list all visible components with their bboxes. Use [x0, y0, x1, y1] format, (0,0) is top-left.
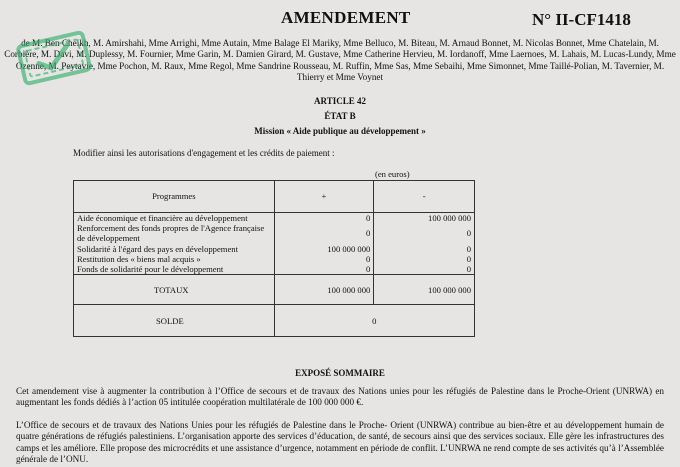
minus-column — [374, 213, 475, 275]
mission-label: Mission « Aide publique au développement » — [254, 126, 426, 136]
plus-value: 0 — [366, 228, 371, 239]
authors-list: de M. Ben Cheikh, M. Amirshahi, Mme Arrighi, Mme Autain, Mme Balage El Mariky, Mme Belluco, M. Biteau, M. Arnaud Bonnet, M. Nicolas Bonnet, Mme Chatelain, M. Corbière, M. Davi, M. Duplessy, M. Fournier, Mme Garin, M. Damien Girard, M. Gustave, Mme Catherine Hervieu, M. Iordanoff, Mme Laernoes, M. Lahais, M. Lucas-Lundy, Mme Ozenne, M. Peytavie, Mme Pochon, M. Raux, Mme Regol, Mme Sandrine Rousseau, M. Ruffin, Mme Sas, Mme Sebaihi, Mme Simonnet, Mme Taillé-Polian, M. Tavernier, M. Thierry et Mme Voynet — [4, 38, 676, 83]
expose-title: EXPOSÉ SOMMAIRE — [295, 368, 385, 378]
minus-value: 100 000 000 — [428, 213, 471, 223]
totaux-plus: 100 000 000 — [274, 275, 374, 305]
amendment-number: N° II-CF1418 — [532, 10, 631, 29]
programme-label: Fonds de solidarité pour le développement — [77, 264, 224, 275]
expose-paragraph-1: Cet amendement vise à augmenter la contribution à l’Office de secours et de travaux des Nations unies pour les réfugiés de Palestine dans le Proche-Orient (UNRWA) en augmentant les fonds dédiés à l’action 05 intitulée coopération multilatérale de 100 000 000 €. — [16, 386, 664, 408]
plus-value: 0 — [366, 213, 371, 223]
programme-label: Restitution des « biens mal acquis » — [77, 253, 201, 264]
minus-value: 0 — [466, 264, 471, 274]
header-programmes: Programmes — [74, 181, 275, 213]
header-plus: + — [274, 181, 374, 213]
programme-label: Solidarité à l'égard des pays en développement — [77, 243, 238, 254]
article-number: ARTICLE 42 — [314, 96, 366, 106]
programme-label: Renforcement des fonds propres de l'Agence française de développement — [77, 223, 265, 244]
amendment-title: AMENDEMENT — [281, 8, 411, 27]
totaux-label: TOTAUX — [74, 275, 275, 305]
programme-list — [74, 213, 275, 275]
minus-value: 0 — [466, 243, 471, 254]
expose-paragraph-2: L’Office de secours et de travaux des Nations Unies pour les réfugiés de Palestine dans le Proche- Orient (UNRWA) contribue au bien-être et au développement humain de quatre générations de réfugiés palestiniens. L’organisation apporte des services d’éducation, de santé, de secours ainsi que des services sociaux. Elle gère les infrastructures des camps et les améliore. Elle propose des microcrédits et une assistance d’urgence, notamment en période de conflit. L’UNRWA ne rend compte de ses activités qu’à l’Assemblée générale de l’ONU. — [16, 420, 664, 465]
solde-label: SOLDE — [74, 305, 275, 337]
plus-value: 100 000 000 — [327, 243, 371, 254]
minus-value: 0 — [466, 253, 471, 264]
intro-text: Modifier ainsi les autorisations d'engagement et les crédits de paiement : — [73, 148, 335, 158]
minus-value: 0 — [466, 228, 471, 239]
totaux-minus: 100 000 000 — [374, 275, 475, 305]
currency-unit: (en euros) — [375, 169, 410, 179]
credits-table — [73, 180, 475, 337]
plus-column — [274, 213, 374, 275]
header-minus: - — [374, 181, 475, 213]
programme-label: Aide économique et financière au développement — [77, 213, 248, 223]
etat-label: ÉTAT B — [324, 111, 356, 121]
plus-value: 0 — [366, 253, 371, 264]
solde-value: 0 — [274, 305, 474, 337]
plus-value: 0 — [366, 264, 371, 274]
